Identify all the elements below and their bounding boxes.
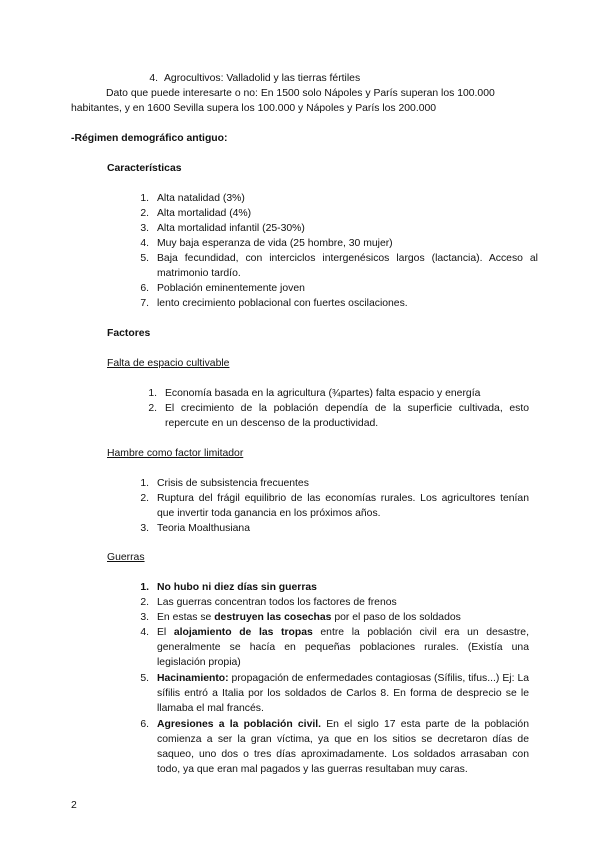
list-item [141, 386, 529, 401]
list-text: Ruptura del frágil equilibrio de las economías rurales. Los agricultores tenían que invertir toda ganancia en los próximos años. [157, 493, 529, 519]
list-text: Población eminentemente joven [157, 283, 305, 294]
intro-paragraph-line: Dato que puede interesarte o no: En 1500 solo Nápoles y París superan los 100.000 [106, 88, 495, 99]
list-item [133, 191, 538, 206]
list-number: 2. [148, 403, 157, 414]
list-number: 4. [149, 73, 158, 84]
list-text: Crisis de subsistencia frecuentes [157, 478, 309, 489]
subsection-heading: Características [107, 163, 182, 174]
list-text: Baja fecundidad, con interciclos intergenésicos largos (lactancia). Acceso al matrimonio tardío. [157, 253, 538, 279]
list-item [133, 595, 529, 610]
list-item [133, 610, 529, 625]
list-number: 1. [140, 478, 149, 489]
list-text: Hacinamiento: propagación de enfermedades contagiosas (Sífilis, tifus...) Ej: La sífilis entró a Italia por los soldados de Carlos 8. En forma de desprecio se le llamaba el mal francés. [157, 673, 529, 714]
list-text: Teoria Moalthusiana [157, 523, 250, 534]
list-number: 2. [140, 208, 149, 219]
list-item [133, 281, 538, 296]
list-text: El alojamiento de las tropas entre la población civil era un desastre, generalmente se hacía en pequeñas poblaciones rurales. (Existía una legislación propia) [157, 627, 529, 668]
list-number: 6. [140, 719, 149, 730]
list-text: Alta mortalidad infantil (25-30%) [157, 223, 305, 234]
factor-heading: Falta de espacio cultivable [107, 358, 230, 369]
list-number: 4. [140, 238, 149, 249]
list-text: Las guerras concentran todos los factores de frenos [157, 597, 397, 608]
list-item [133, 625, 529, 670]
list-number: 2. [140, 597, 149, 608]
list-item [133, 206, 538, 221]
list-number: 2. [140, 493, 149, 504]
list-number: 3. [140, 612, 149, 623]
list-item [133, 251, 538, 281]
list-number: 5. [140, 253, 149, 264]
list-number: 1. [140, 582, 149, 593]
list-item [142, 71, 502, 86]
list-item [133, 236, 538, 251]
list-number: 1. [148, 388, 157, 399]
list-number: 1. [140, 193, 149, 204]
factor-heading: Guerras [107, 552, 145, 563]
list-item [133, 476, 529, 491]
page-number: 2 [71, 800, 77, 811]
list-item [133, 296, 538, 311]
list-item [133, 717, 529, 777]
list-text: Agresiones a la población civil. En el siglo 17 esta parte de la población comienza a ser la gran víctima, ya que en los sitios se decretaron días de saqueo, uno dos o tres días aproximadamente. Los soldados arrasaban con todo, ya que eran mal pagados y las guerras resultaban muy caras. [157, 719, 529, 775]
subsection-heading: Factores [107, 328, 151, 339]
list-text: lento crecimiento poblacional con fuertes oscilaciones. [157, 298, 408, 309]
list-number: 7. [140, 298, 149, 309]
list-text: En estas se destruyen las cosechas por el paso de los soldados [157, 612, 461, 623]
list-number: 6. [140, 283, 149, 294]
list-text: Economía basada en la agricultura (¾partes) falta espacio y energía [165, 388, 481, 399]
list-number: 5. [140, 673, 149, 684]
list-item [133, 671, 529, 716]
list-text: Alta natalidad (3%) [157, 193, 245, 204]
list-item [133, 491, 529, 521]
list-number: 3. [140, 223, 149, 234]
factor-heading: Hambre como factor limitador [107, 448, 244, 459]
list-item [133, 221, 538, 236]
list-item [133, 521, 529, 536]
list-text: Agrocultivos: Valladolid y las tierras fértiles [164, 73, 361, 84]
list-text: No hubo ni diez días sin guerras [157, 582, 317, 593]
list-text: Alta mortalidad (4%) [157, 208, 252, 219]
section-title: -Régimen demográfico antiguo: [71, 133, 228, 144]
list-text: El crecimiento de la población dependía de la superficie cultivada, esto repercute en un descenso de la productividad. [165, 403, 529, 429]
list-text: Muy baja esperanza de vida (25 hombre, 30 mujer) [157, 238, 393, 249]
intro-paragraph-line: habitantes, y en 1600 Sevilla supera los 100.000 y Nápoles y París los 200.000 [71, 103, 437, 114]
list-number: 4. [140, 627, 149, 638]
list-number: 3. [140, 523, 149, 534]
list-item [141, 401, 529, 431]
list-item [133, 580, 529, 595]
